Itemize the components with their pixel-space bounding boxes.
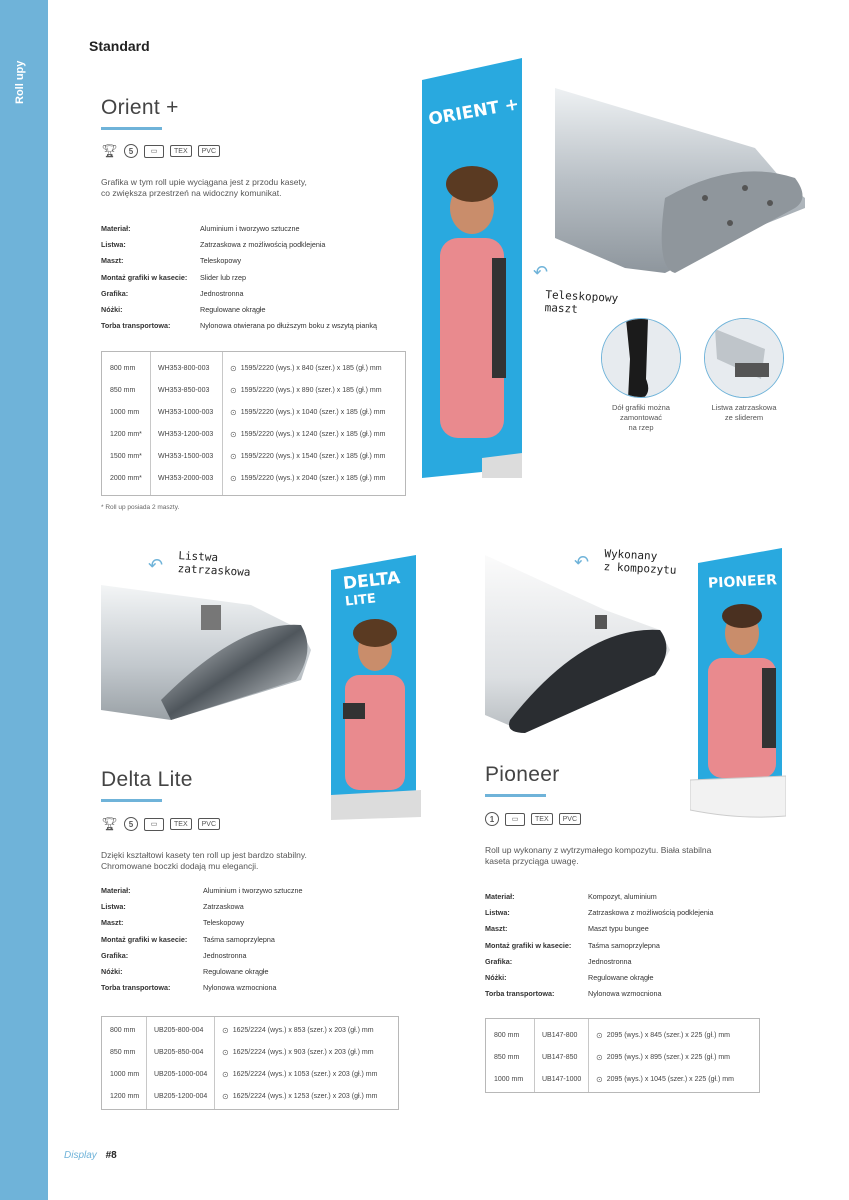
table-row bbox=[102, 1019, 398, 1041]
product-code: UB205-1000-004 bbox=[154, 1070, 208, 1078]
hand-note-line: maszt bbox=[544, 301, 579, 316]
spec-key: Materiał: bbox=[101, 223, 131, 233]
table-row bbox=[102, 467, 405, 489]
side-strip bbox=[0, 0, 48, 1200]
table-row bbox=[486, 1046, 759, 1068]
size-width: 850 mm bbox=[110, 386, 136, 394]
spec-row bbox=[485, 937, 785, 953]
spec-key: Montaż grafiki w kasecie: bbox=[101, 934, 188, 944]
size-width: 850 mm bbox=[110, 1048, 136, 1056]
velcro-detail-image bbox=[601, 318, 681, 398]
pioneer-specs bbox=[485, 888, 785, 1002]
pioneer-title-underline bbox=[485, 794, 546, 797]
hand-note-line: Wykonany bbox=[604, 547, 658, 563]
size-width: 2000 mm* bbox=[110, 474, 142, 482]
delta-banner-subtext: LITE bbox=[344, 591, 377, 610]
product-code: WH353-1200-003 bbox=[158, 430, 214, 438]
dimensions-cell bbox=[230, 452, 385, 461]
caption-line: Listwa zatrzaskowa bbox=[711, 403, 777, 412]
caption-line: ze sliderem bbox=[724, 413, 764, 422]
dimensions: 1595/2220 (wys.) x 890 (szer.) x 185 (gł.) mm bbox=[240, 386, 382, 394]
product-code: WH353-800-003 bbox=[158, 364, 210, 372]
size-width: 1200 mm* bbox=[110, 430, 142, 438]
spec-value: Jednostronna bbox=[200, 288, 244, 298]
orient-desc-line: Grafika w tym roll upie wyciągana jest z przodu kasety, bbox=[101, 177, 307, 187]
roll-icon: ⊙ bbox=[230, 407, 237, 417]
dimensions: 2095 (wys.) x 845 (szer.) x 225 (gł.) mm bbox=[606, 1031, 731, 1039]
bag-icon: ▭ bbox=[505, 813, 525, 826]
spec-key: Nóżki: bbox=[101, 305, 123, 315]
spec-value: Taśma samoprzylepna bbox=[588, 940, 660, 950]
spec-value: Jednostronna bbox=[588, 956, 632, 966]
spec-key: Materiał: bbox=[485, 891, 515, 901]
table-row bbox=[102, 379, 405, 401]
spec-key: Listwa: bbox=[101, 901, 126, 911]
table-row bbox=[102, 357, 405, 379]
hand-note-line: z kompozytu bbox=[603, 560, 677, 577]
orient-title: Orient + bbox=[101, 96, 179, 119]
product-code: WH353-2000-003 bbox=[158, 474, 214, 482]
spec-key: Maszt: bbox=[101, 918, 124, 928]
size-width: 1000 mm bbox=[494, 1075, 524, 1083]
roll-icon: ⊙ bbox=[230, 473, 237, 483]
tex-icon: TEX bbox=[170, 145, 192, 157]
product-code: UB205-850-004 bbox=[154, 1048, 204, 1056]
roll-icon: ⊙ bbox=[596, 1052, 603, 1062]
roll-icon: ⊙ bbox=[596, 1074, 603, 1084]
warranty-icon: 5 bbox=[124, 817, 138, 831]
hand-note-line: Listwa bbox=[178, 549, 219, 565]
dimensions-cell bbox=[230, 430, 385, 439]
delta-desc-line: Chromowane boczki dodają mu elegancji. bbox=[101, 861, 259, 871]
spec-key: Materiał: bbox=[101, 885, 131, 895]
orient-hand-note bbox=[544, 288, 618, 318]
dimensions-cell bbox=[596, 1031, 730, 1040]
spec-value: Teleskopowy bbox=[203, 918, 245, 928]
caption-line: na rzep bbox=[628, 423, 654, 432]
dimensions-cell bbox=[222, 1092, 377, 1101]
orient-banner-image bbox=[422, 58, 522, 478]
spec-key: Grafika: bbox=[485, 956, 513, 966]
spec-row bbox=[101, 236, 421, 252]
delta-banner-text: DELTA bbox=[342, 568, 402, 594]
orient-icons bbox=[101, 142, 220, 160]
product-code: WH353-850-003 bbox=[158, 386, 210, 394]
spec-key: Listwa: bbox=[101, 239, 126, 249]
spec-value: Regulowane okrągłe bbox=[203, 967, 269, 977]
spec-row bbox=[485, 986, 785, 1002]
spec-key: Maszt: bbox=[101, 256, 124, 266]
size-width: 1000 mm bbox=[110, 408, 140, 416]
spec-row bbox=[101, 898, 401, 914]
spec-key: Grafika: bbox=[101, 288, 129, 298]
roll-icon: ⊙ bbox=[230, 363, 237, 373]
spec-value: Zatrzaskowa z możliwością podklejenia bbox=[200, 239, 326, 249]
spec-key: Torba transportowa: bbox=[101, 983, 171, 993]
orient-desc-line: co zwiększa przestrzeń na widoczny komunikat. bbox=[101, 188, 282, 198]
delta-description bbox=[101, 850, 307, 872]
dimensions: 1625/2224 (wys.) x 1053 (szer.) x 203 (gł.) mm bbox=[232, 1070, 378, 1078]
product-code: UB147-1000 bbox=[542, 1075, 582, 1083]
pvc-icon: PVC bbox=[198, 818, 220, 830]
delta-desc-line: Dzięki kształtowi kasety ten roll up jest bardzo stabilny. bbox=[101, 850, 307, 860]
curved-arrow-icon: ↶ bbox=[574, 552, 590, 572]
size-width: 800 mm bbox=[110, 364, 136, 372]
bag-icon: ▭ bbox=[144, 145, 164, 158]
spec-value: Taśma samoprzylepna bbox=[203, 934, 275, 944]
orient-size-table bbox=[101, 351, 406, 496]
spec-key: Montaż grafiki w kasecie: bbox=[485, 940, 572, 950]
roll-icon: ⊙ bbox=[222, 1047, 229, 1057]
dimensions-cell bbox=[222, 1070, 377, 1079]
orient-title-underline bbox=[101, 127, 162, 130]
roll-icon: ⊙ bbox=[230, 451, 237, 461]
spec-value: Teleskopowy bbox=[200, 256, 242, 266]
trophy-icon: 🏆︎ bbox=[101, 816, 118, 831]
spec-row bbox=[101, 285, 421, 301]
size-width: 1200 mm bbox=[110, 1092, 140, 1100]
spec-value: Maszt typu bungee bbox=[588, 924, 649, 934]
hand-note-line: Teleskopowy bbox=[545, 288, 619, 305]
spec-row bbox=[101, 915, 401, 931]
roll-icon: ⊙ bbox=[230, 429, 237, 439]
dimensions-cell bbox=[596, 1075, 734, 1084]
delta-hand-note bbox=[177, 549, 251, 579]
dimensions: 1595/2220 (wys.) x 840 (szer.) x 185 (gł.) mm bbox=[240, 364, 382, 372]
spec-row bbox=[101, 220, 421, 236]
dimensions-cell bbox=[230, 408, 385, 417]
orient-specs bbox=[101, 220, 421, 334]
delta-icons bbox=[101, 815, 220, 833]
pioneer-banner-text: PIONEER bbox=[707, 572, 778, 592]
table-row bbox=[102, 423, 405, 445]
size-width: 850 mm bbox=[494, 1053, 520, 1061]
spec-value: Aluminium i tworzywo sztuczne bbox=[200, 223, 300, 233]
spec-key: Listwa: bbox=[485, 907, 510, 917]
spec-key: Torba transportowa: bbox=[101, 321, 171, 331]
spec-value: Zatrzaskowa z możliwością podklejenia bbox=[588, 907, 714, 917]
dimensions: 1595/2220 (wys.) x 2040 (szer.) x 185 (gł.) mm bbox=[240, 474, 386, 482]
spec-key: Montaż grafiki w kasecie: bbox=[101, 272, 188, 282]
delta-title-underline bbox=[101, 799, 162, 802]
tex-icon: TEX bbox=[531, 813, 553, 825]
pioneer-title: Pioneer bbox=[485, 763, 560, 786]
curved-arrow-icon: ↶ bbox=[533, 262, 549, 282]
product-code: WH353-1000-003 bbox=[158, 408, 214, 416]
spec-key: Nóżki: bbox=[485, 973, 507, 983]
delta-title: Delta Lite bbox=[101, 768, 193, 791]
dimensions-cell bbox=[596, 1053, 730, 1062]
product-code: UB147-850 bbox=[542, 1053, 578, 1061]
spec-value: Slider lub rzep bbox=[200, 272, 246, 282]
product-code: UB147-800 bbox=[542, 1031, 578, 1039]
warranty-icon: 1 bbox=[485, 812, 499, 826]
side-label: Roll upy bbox=[14, 60, 26, 104]
spec-key: Grafika: bbox=[101, 950, 129, 960]
table-row bbox=[102, 401, 405, 423]
spec-row bbox=[101, 318, 421, 334]
dimensions-cell bbox=[230, 474, 385, 483]
table-row bbox=[486, 1068, 759, 1090]
spec-row bbox=[485, 953, 785, 969]
table-row bbox=[102, 1063, 398, 1085]
spec-row bbox=[101, 980, 401, 996]
dimensions-cell bbox=[222, 1026, 374, 1035]
table-row bbox=[102, 1041, 398, 1063]
orient-description bbox=[101, 177, 307, 199]
dimensions: 2095 (wys.) x 895 (szer.) x 225 (gł.) mm bbox=[606, 1053, 731, 1061]
size-width: 800 mm bbox=[494, 1031, 520, 1039]
page-number: #8 bbox=[105, 1150, 117, 1161]
spec-value: Aluminium i tworzywo sztuczne bbox=[203, 885, 303, 895]
orient-cassette-image bbox=[555, 88, 810, 283]
roll-icon: ⊙ bbox=[222, 1091, 229, 1101]
roll-icon: ⊙ bbox=[222, 1025, 229, 1035]
caption-line: zamontować bbox=[619, 413, 663, 422]
delta-specs bbox=[101, 882, 401, 996]
table-row bbox=[102, 445, 405, 467]
pioneer-description bbox=[485, 845, 711, 867]
tex-icon: TEX bbox=[170, 818, 192, 830]
trophy-icon: 🏆︎ bbox=[101, 143, 118, 158]
pioneer-icons bbox=[485, 810, 581, 828]
velcro-caption bbox=[591, 403, 691, 433]
caption-line: Dół grafiki można bbox=[612, 403, 670, 412]
pvc-icon: PVC bbox=[198, 145, 220, 157]
hand-note-line: zatrzaskowa bbox=[177, 562, 251, 579]
bag-icon: ▭ bbox=[144, 818, 164, 831]
orient-banner-text: ORIENT + bbox=[426, 94, 521, 130]
spec-value: Nylonowa otwierana po dłuższym boku z wszytą pianką bbox=[200, 321, 377, 331]
spec-row bbox=[485, 969, 785, 985]
dimensions-cell bbox=[230, 386, 382, 395]
spec-value: Zatrzaskowa bbox=[203, 901, 244, 911]
roll-icon: ⊙ bbox=[222, 1069, 229, 1079]
spec-row bbox=[101, 301, 421, 317]
dimensions: 1595/2220 (wys.) x 1540 (szer.) x 185 (gł.) mm bbox=[240, 452, 386, 460]
spec-row bbox=[101, 963, 401, 979]
roll-icon: ⊙ bbox=[230, 385, 237, 395]
spec-key: Torba transportowa: bbox=[485, 989, 555, 999]
pioneer-banner-image bbox=[690, 548, 786, 820]
spec-value: Jednostronna bbox=[203, 950, 247, 960]
dimensions: 1595/2220 (wys.) x 1040 (szer.) x 185 (gł.) mm bbox=[240, 408, 386, 416]
dimensions-cell bbox=[230, 364, 382, 373]
table-row bbox=[486, 1024, 759, 1046]
dimensions: 1625/2224 (wys.) x 1253 (szer.) x 203 (gł.) mm bbox=[232, 1092, 378, 1100]
dimensions-cell bbox=[222, 1048, 374, 1057]
dimensions: 2095 (wys.) x 1045 (szer.) x 225 (gł.) mm bbox=[606, 1075, 734, 1083]
spec-row bbox=[101, 931, 401, 947]
spec-value: Kompozyt, aluminium bbox=[588, 891, 657, 901]
warranty-icon: 5 bbox=[124, 144, 138, 158]
pioneer-cassette-image bbox=[485, 555, 670, 735]
dimensions: 1625/2224 (wys.) x 903 (szer.) x 203 (gł.) mm bbox=[232, 1048, 374, 1056]
delta-banner-image bbox=[331, 555, 421, 820]
delta-cassette-image bbox=[101, 580, 313, 740]
pvc-icon: PVC bbox=[559, 813, 581, 825]
dimensions: 1595/2220 (wys.) x 1240 (szer.) x 185 (gł.) mm bbox=[240, 430, 386, 438]
spec-value: Nylonowa wzmocniona bbox=[203, 983, 277, 993]
pioneer-desc-line: kaseta przyciąga uwagę. bbox=[485, 856, 579, 866]
spec-row bbox=[485, 921, 785, 937]
section-title: Standard bbox=[89, 38, 150, 54]
size-width: 1000 mm bbox=[110, 1070, 140, 1078]
product-code: UB205-800-004 bbox=[154, 1026, 204, 1034]
spec-row bbox=[101, 882, 401, 898]
size-width: 1500 mm* bbox=[110, 452, 142, 460]
spec-row bbox=[485, 904, 785, 920]
spec-key: Nóżki: bbox=[101, 967, 123, 977]
footer-category: Display bbox=[64, 1150, 97, 1161]
spec-value: Regulowane okrągłe bbox=[200, 305, 266, 315]
page-footer bbox=[64, 1150, 117, 1161]
clip-rail-caption bbox=[694, 403, 794, 423]
size-width: 800 mm bbox=[110, 1026, 136, 1034]
pioneer-size-table bbox=[485, 1018, 760, 1093]
product-code: UB205-1200-004 bbox=[154, 1092, 208, 1100]
spec-row bbox=[101, 947, 401, 963]
clip-rail-detail-image bbox=[704, 318, 784, 398]
spec-value: Regulowane okrągłe bbox=[588, 973, 654, 983]
spec-row bbox=[485, 888, 785, 904]
orient-footnote: * Roll up posiada 2 maszty. bbox=[101, 504, 180, 511]
roll-icon: ⊙ bbox=[596, 1030, 603, 1040]
product-code: WH353-1500-003 bbox=[158, 452, 214, 460]
dimensions: 1625/2224 (wys.) x 853 (szer.) x 203 (gł.) mm bbox=[232, 1026, 374, 1034]
spec-key: Maszt: bbox=[485, 924, 508, 934]
table-row bbox=[102, 1085, 398, 1107]
delta-size-table bbox=[101, 1016, 399, 1110]
pioneer-desc-line: Roll up wykonany z wytrzymałego kompozytu. Biała stabilna bbox=[485, 845, 712, 855]
spec-row bbox=[101, 269, 421, 285]
curved-arrow-icon: ↶ bbox=[148, 555, 164, 575]
spec-row bbox=[101, 253, 421, 269]
spec-value: Nylonowa wzmocniona bbox=[588, 989, 662, 999]
